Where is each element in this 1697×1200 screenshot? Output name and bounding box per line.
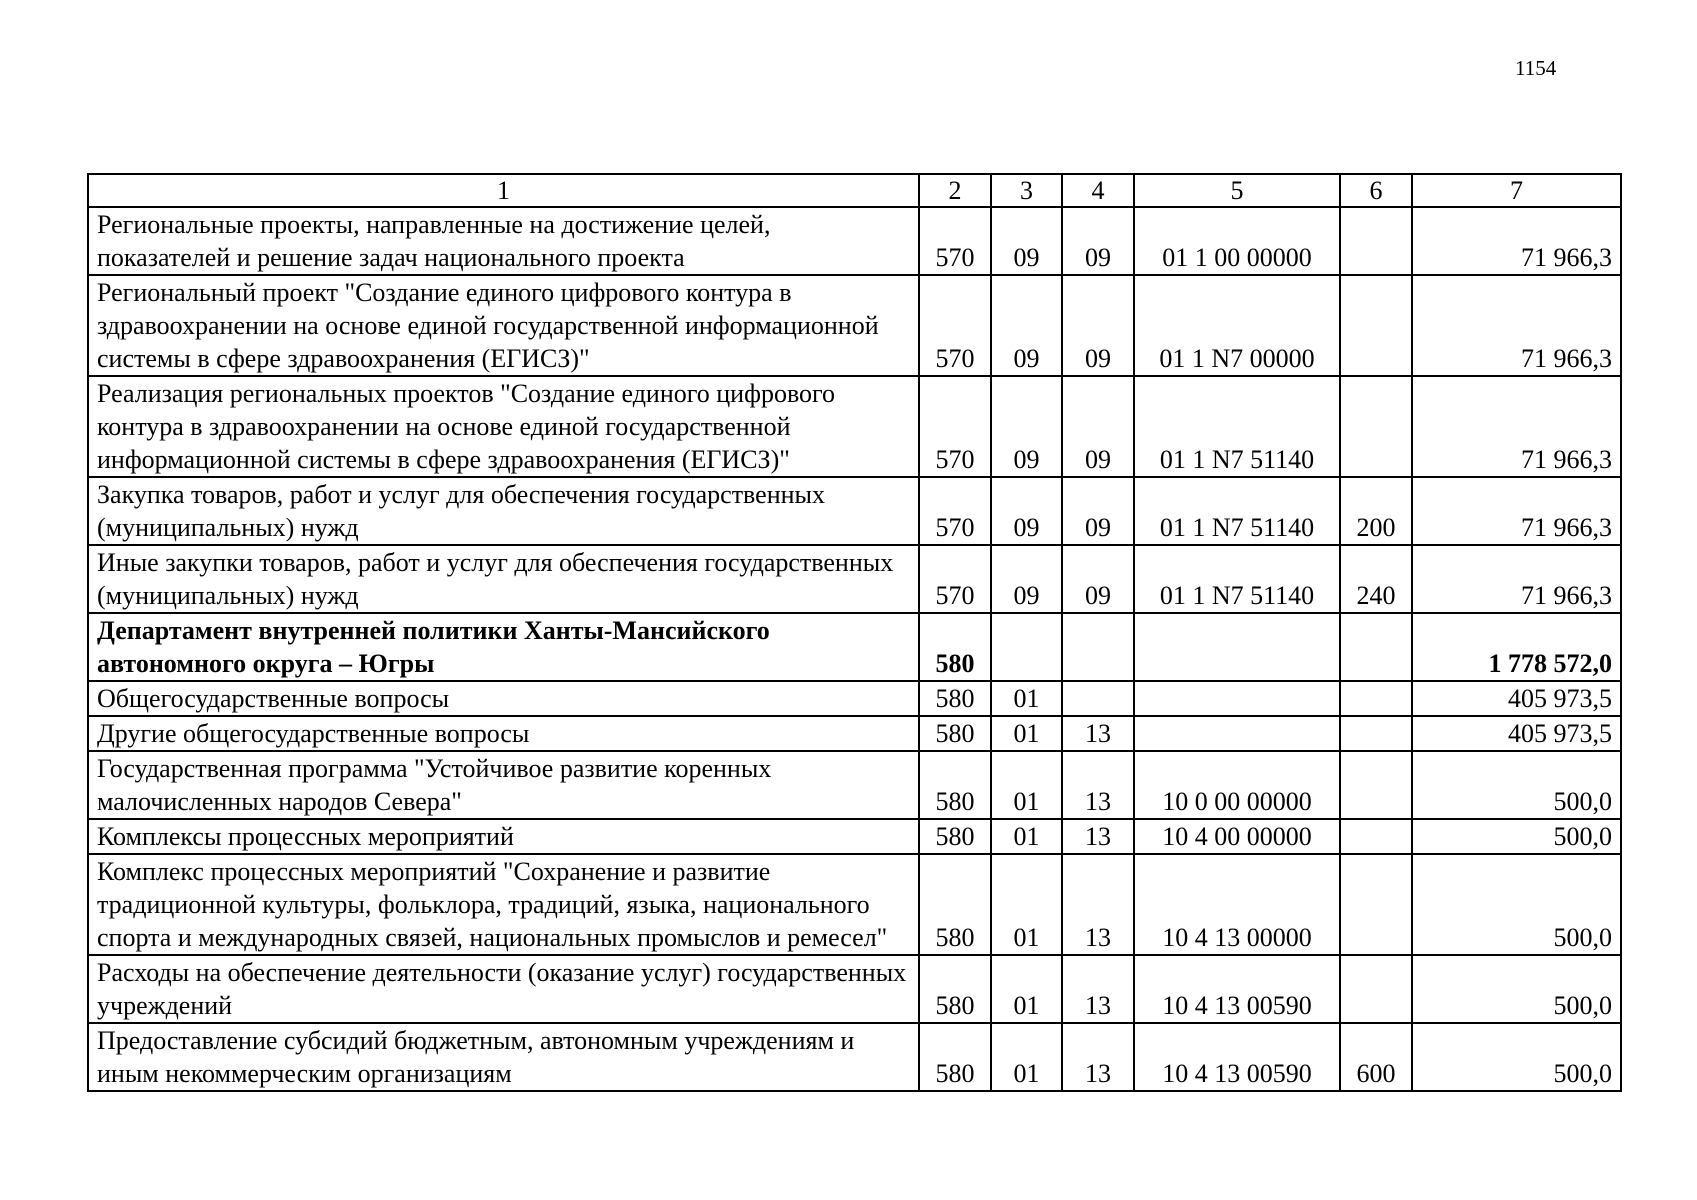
target-article-code-cell: [1134, 716, 1340, 751]
target-article-code-cell: 10 0 00 00000: [1134, 751, 1340, 819]
amount-cell: 71 966,3: [1412, 207, 1621, 275]
amount-cell: 500,0: [1412, 955, 1621, 1023]
expense-type-code-cell: [1340, 955, 1412, 1023]
ministry-code-cell: 570: [919, 545, 991, 613]
section-code-cell: 01: [991, 716, 1062, 751]
ministry-code-cell: 580: [919, 955, 991, 1023]
item-name-cell: Региональный проект "Создание единого цифрового контура в здравоохранении на основе единой государственной информационной системы в сфере здравоохранения (ЕГИСЗ)": [88, 275, 919, 376]
item-name-cell: Государственная программа "Устойчивое развитие коренных малочисленных народов Севера": [88, 751, 919, 819]
ministry-code-cell: 570: [919, 376, 991, 477]
subsection-code-cell: 09: [1062, 545, 1134, 613]
item-name-cell: Комплекс процессных мероприятий "Сохранение и развитие традиционной культуры, фольклора, традиций, языка, национального спорта и международных связей, национальных промыслов и ремесел": [88, 854, 919, 955]
target-article-code-cell: 10 4 13 00590: [1134, 955, 1340, 1023]
ministry-code-cell: 570: [919, 207, 991, 275]
item-name-cell: Комплексы процессных мероприятий: [88, 819, 919, 854]
amount-cell: 500,0: [1412, 751, 1621, 819]
table-row: [88, 681, 1621, 716]
subsection-code-cell: [1062, 613, 1134, 681]
expense-type-code-cell: [1340, 716, 1412, 751]
target-article-code-cell: 01 1 N7 00000: [1134, 275, 1340, 376]
ministry-code-cell: 570: [919, 275, 991, 376]
expense-type-code-cell: [1340, 854, 1412, 955]
amount-cell: 71 966,3: [1412, 477, 1621, 545]
ministry-code-cell: 580: [919, 819, 991, 854]
amount-cell: 500,0: [1412, 854, 1621, 955]
target-article-code-cell: 01 1 00 00000: [1134, 207, 1340, 275]
expense-type-code-cell: 200: [1340, 477, 1412, 545]
item-name-cell: Департамент внутренней политики Ханты-Мансийского автономного округа – Югры: [88, 613, 919, 681]
target-article-code-cell: 10 4 00 00000: [1134, 819, 1340, 854]
amount-cell: 71 966,3: [1412, 376, 1621, 477]
section-code-cell: 09: [991, 477, 1062, 545]
ministry-code-cell: 580: [919, 854, 991, 955]
table-row: [88, 751, 1621, 819]
header-cell-6: 6: [1340, 174, 1412, 207]
target-article-code-cell: 10 4 13 00000: [1134, 854, 1340, 955]
subsection-code-cell: 09: [1062, 477, 1134, 545]
section-code-cell: 01: [991, 854, 1062, 955]
table-row: [88, 819, 1621, 854]
table-row: [88, 207, 1621, 275]
section-code-cell: 09: [991, 376, 1062, 477]
table-row: [88, 613, 1621, 681]
amount-cell: 1 778 572,0: [1412, 613, 1621, 681]
table-row: [88, 1023, 1621, 1091]
target-article-code-cell: 01 1 N7 51140: [1134, 477, 1340, 545]
ministry-code-cell: 580: [919, 681, 991, 716]
amount-cell: 405 973,5: [1412, 681, 1621, 716]
expense-type-code-cell: [1340, 207, 1412, 275]
amount-cell: 405 973,5: [1412, 716, 1621, 751]
expense-type-code-cell: 600: [1340, 1023, 1412, 1091]
subsection-code-cell: 13: [1062, 1023, 1134, 1091]
target-article-code-cell: [1134, 681, 1340, 716]
header-cell-2: 2: [919, 174, 991, 207]
expense-type-code-cell: 240: [1340, 545, 1412, 613]
item-name-cell: Региональные проекты, направленные на достижение целей, показателей и решение задач национального проекта: [88, 207, 919, 275]
amount-cell: 71 966,3: [1412, 545, 1621, 613]
subsection-code-cell: 09: [1062, 376, 1134, 477]
target-article-code-cell: [1134, 613, 1340, 681]
expense-type-code-cell: [1340, 275, 1412, 376]
ministry-code-cell: 580: [919, 1023, 991, 1091]
target-article-code-cell: 01 1 N7 51140: [1134, 545, 1340, 613]
expense-type-code-cell: [1340, 376, 1412, 477]
item-name-cell: Другие общегосударственные вопросы: [88, 716, 919, 751]
subsection-code-cell: 13: [1062, 819, 1134, 854]
table-row: [88, 716, 1621, 751]
table-row: [88, 376, 1621, 477]
item-name-cell: Общегосударственные вопросы: [88, 681, 919, 716]
section-code-cell: 01: [991, 681, 1062, 716]
table-row: [88, 545, 1621, 613]
item-name-cell: Расходы на обеспечение деятельности (оказание услуг) государственных учреждений: [88, 955, 919, 1023]
amount-cell: 71 966,3: [1412, 275, 1621, 376]
subsection-code-cell: 09: [1062, 275, 1134, 376]
table-row: [88, 854, 1621, 955]
page-number: 1154: [1515, 56, 1557, 80]
header-cell-3: 3: [991, 174, 1062, 207]
ministry-code-cell: 580: [919, 613, 991, 681]
amount-cell: 500,0: [1412, 819, 1621, 854]
subsection-code-cell: 13: [1062, 854, 1134, 955]
ministry-code-cell: 580: [919, 716, 991, 751]
subsection-code-cell: 13: [1062, 716, 1134, 751]
section-code-cell: 01: [991, 1023, 1062, 1091]
amount-cell: 500,0: [1412, 1023, 1621, 1091]
subsection-code-cell: 13: [1062, 751, 1134, 819]
expense-type-code-cell: [1340, 751, 1412, 819]
budget-table: [87, 173, 1622, 1092]
item-name-cell: Закупка товаров, работ и услуг для обеспечения государственных (муниципальных) нужд: [88, 477, 919, 545]
target-article-code-cell: 10 4 13 00590: [1134, 1023, 1340, 1091]
ministry-code-cell: 580: [919, 751, 991, 819]
item-name-cell: Предоставление субсидий бюджетным, автономным учреждениям и иным некоммерческим организациям: [88, 1023, 919, 1091]
table-row: [88, 275, 1621, 376]
header-cell-4: 4: [1062, 174, 1134, 207]
expense-type-code-cell: [1340, 819, 1412, 854]
item-name-cell: Иные закупки товаров, работ и услуг для обеспечения государственных (муниципальных) нужд: [88, 545, 919, 613]
section-code-cell: 09: [991, 207, 1062, 275]
section-code-cell: 01: [991, 751, 1062, 819]
target-article-code-cell: 01 1 N7 51140: [1134, 376, 1340, 477]
section-code-cell: 09: [991, 275, 1062, 376]
item-name-cell: Реализация региональных проектов "Создание единого цифрового контура в здравоохранении на основе единой государственной информационной системы в сфере здравоохранения (ЕГИСЗ)": [88, 376, 919, 477]
header-cell-1: 1: [88, 174, 919, 207]
section-code-cell: [991, 613, 1062, 681]
section-code-cell: 09: [991, 545, 1062, 613]
table-row: [88, 955, 1621, 1023]
subsection-code-cell: [1062, 681, 1134, 716]
ministry-code-cell: 570: [919, 477, 991, 545]
subsection-code-cell: 09: [1062, 207, 1134, 275]
table-row: [88, 477, 1621, 545]
header-cell-5: 5: [1134, 174, 1340, 207]
header-row: [88, 174, 1621, 207]
expense-type-code-cell: [1340, 681, 1412, 716]
expense-type-code-cell: [1340, 613, 1412, 681]
section-code-cell: 01: [991, 955, 1062, 1023]
subsection-code-cell: 13: [1062, 955, 1134, 1023]
section-code-cell: 01: [991, 819, 1062, 854]
header-cell-7: 7: [1412, 174, 1621, 207]
